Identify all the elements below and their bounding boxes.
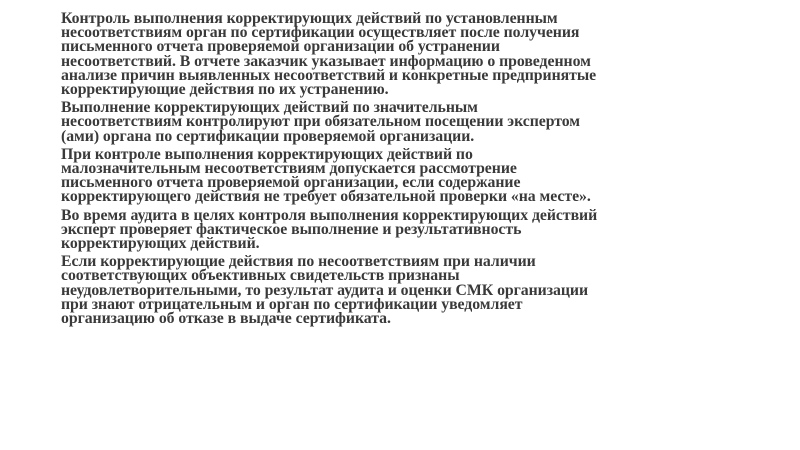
text-line: Если корректирующие действия по несоответствиям при наличии — [61, 253, 536, 271]
text-line: корректирующие действия по их устранению. — [61, 81, 389, 99]
text-line: неудовлетворительными, то результат аудита и оценки СМК организации — [61, 281, 589, 299]
text-line: организацию об отказе в выдаче сертификата. — [61, 310, 391, 328]
text-line: эксперт проверяет фактическое выполнение и результативность — [61, 220, 522, 238]
text-line: Во время аудита в целях контроля выполнения корректирующих действий — [61, 206, 598, 224]
text-line: письменного отчета проверяемой организации об устранении — [61, 38, 500, 56]
text-body — [61, 12, 751, 330]
text-line: при знают отрицательным и орган по сертификации уведомляет — [61, 295, 523, 313]
paragraph-corrective-action-control — [61, 12, 751, 97]
text-line: письменного отчета проверяемой организации, если содержание — [61, 174, 521, 192]
text-line: корректирующих действий. — [61, 235, 260, 253]
paragraph-unsatisfactory-result — [61, 255, 751, 326]
paragraph-minor-nonconformities — [61, 145, 751, 206]
text-line: несоответствиям контролируют при обязательном посещении экспертом — [61, 113, 580, 131]
text-line: малозначительным несоответствиям допускается рассмотрение — [61, 160, 517, 178]
text-line: Выполнение корректирующих действий по значительным — [61, 99, 478, 117]
text-line: При контроле выполнения корректирующих действий по — [61, 145, 473, 163]
text-line: Контроль выполнения корректирующих действий по установленным — [61, 10, 558, 27]
text-line: анализе причин выявленных несоответствий и конкретные предпринятые — [61, 66, 597, 84]
text-line: (ами) органа по сертификации проверяемой организации. — [61, 127, 475, 145]
paragraph-audit-verification — [61, 206, 751, 253]
text-line: соответствующих объективных свидетельств признаны — [61, 267, 460, 285]
text-line: несоответствиям орган по сертификации осуществляет после получения — [61, 24, 580, 42]
text-line: корректирующего действия не требует обязательной проверки «на месте». — [61, 188, 591, 206]
paragraph-significant-nonconformities — [61, 101, 751, 144]
text-line: несоответствий. В отчете заказчик указывает информацию о проведенном — [61, 52, 591, 70]
